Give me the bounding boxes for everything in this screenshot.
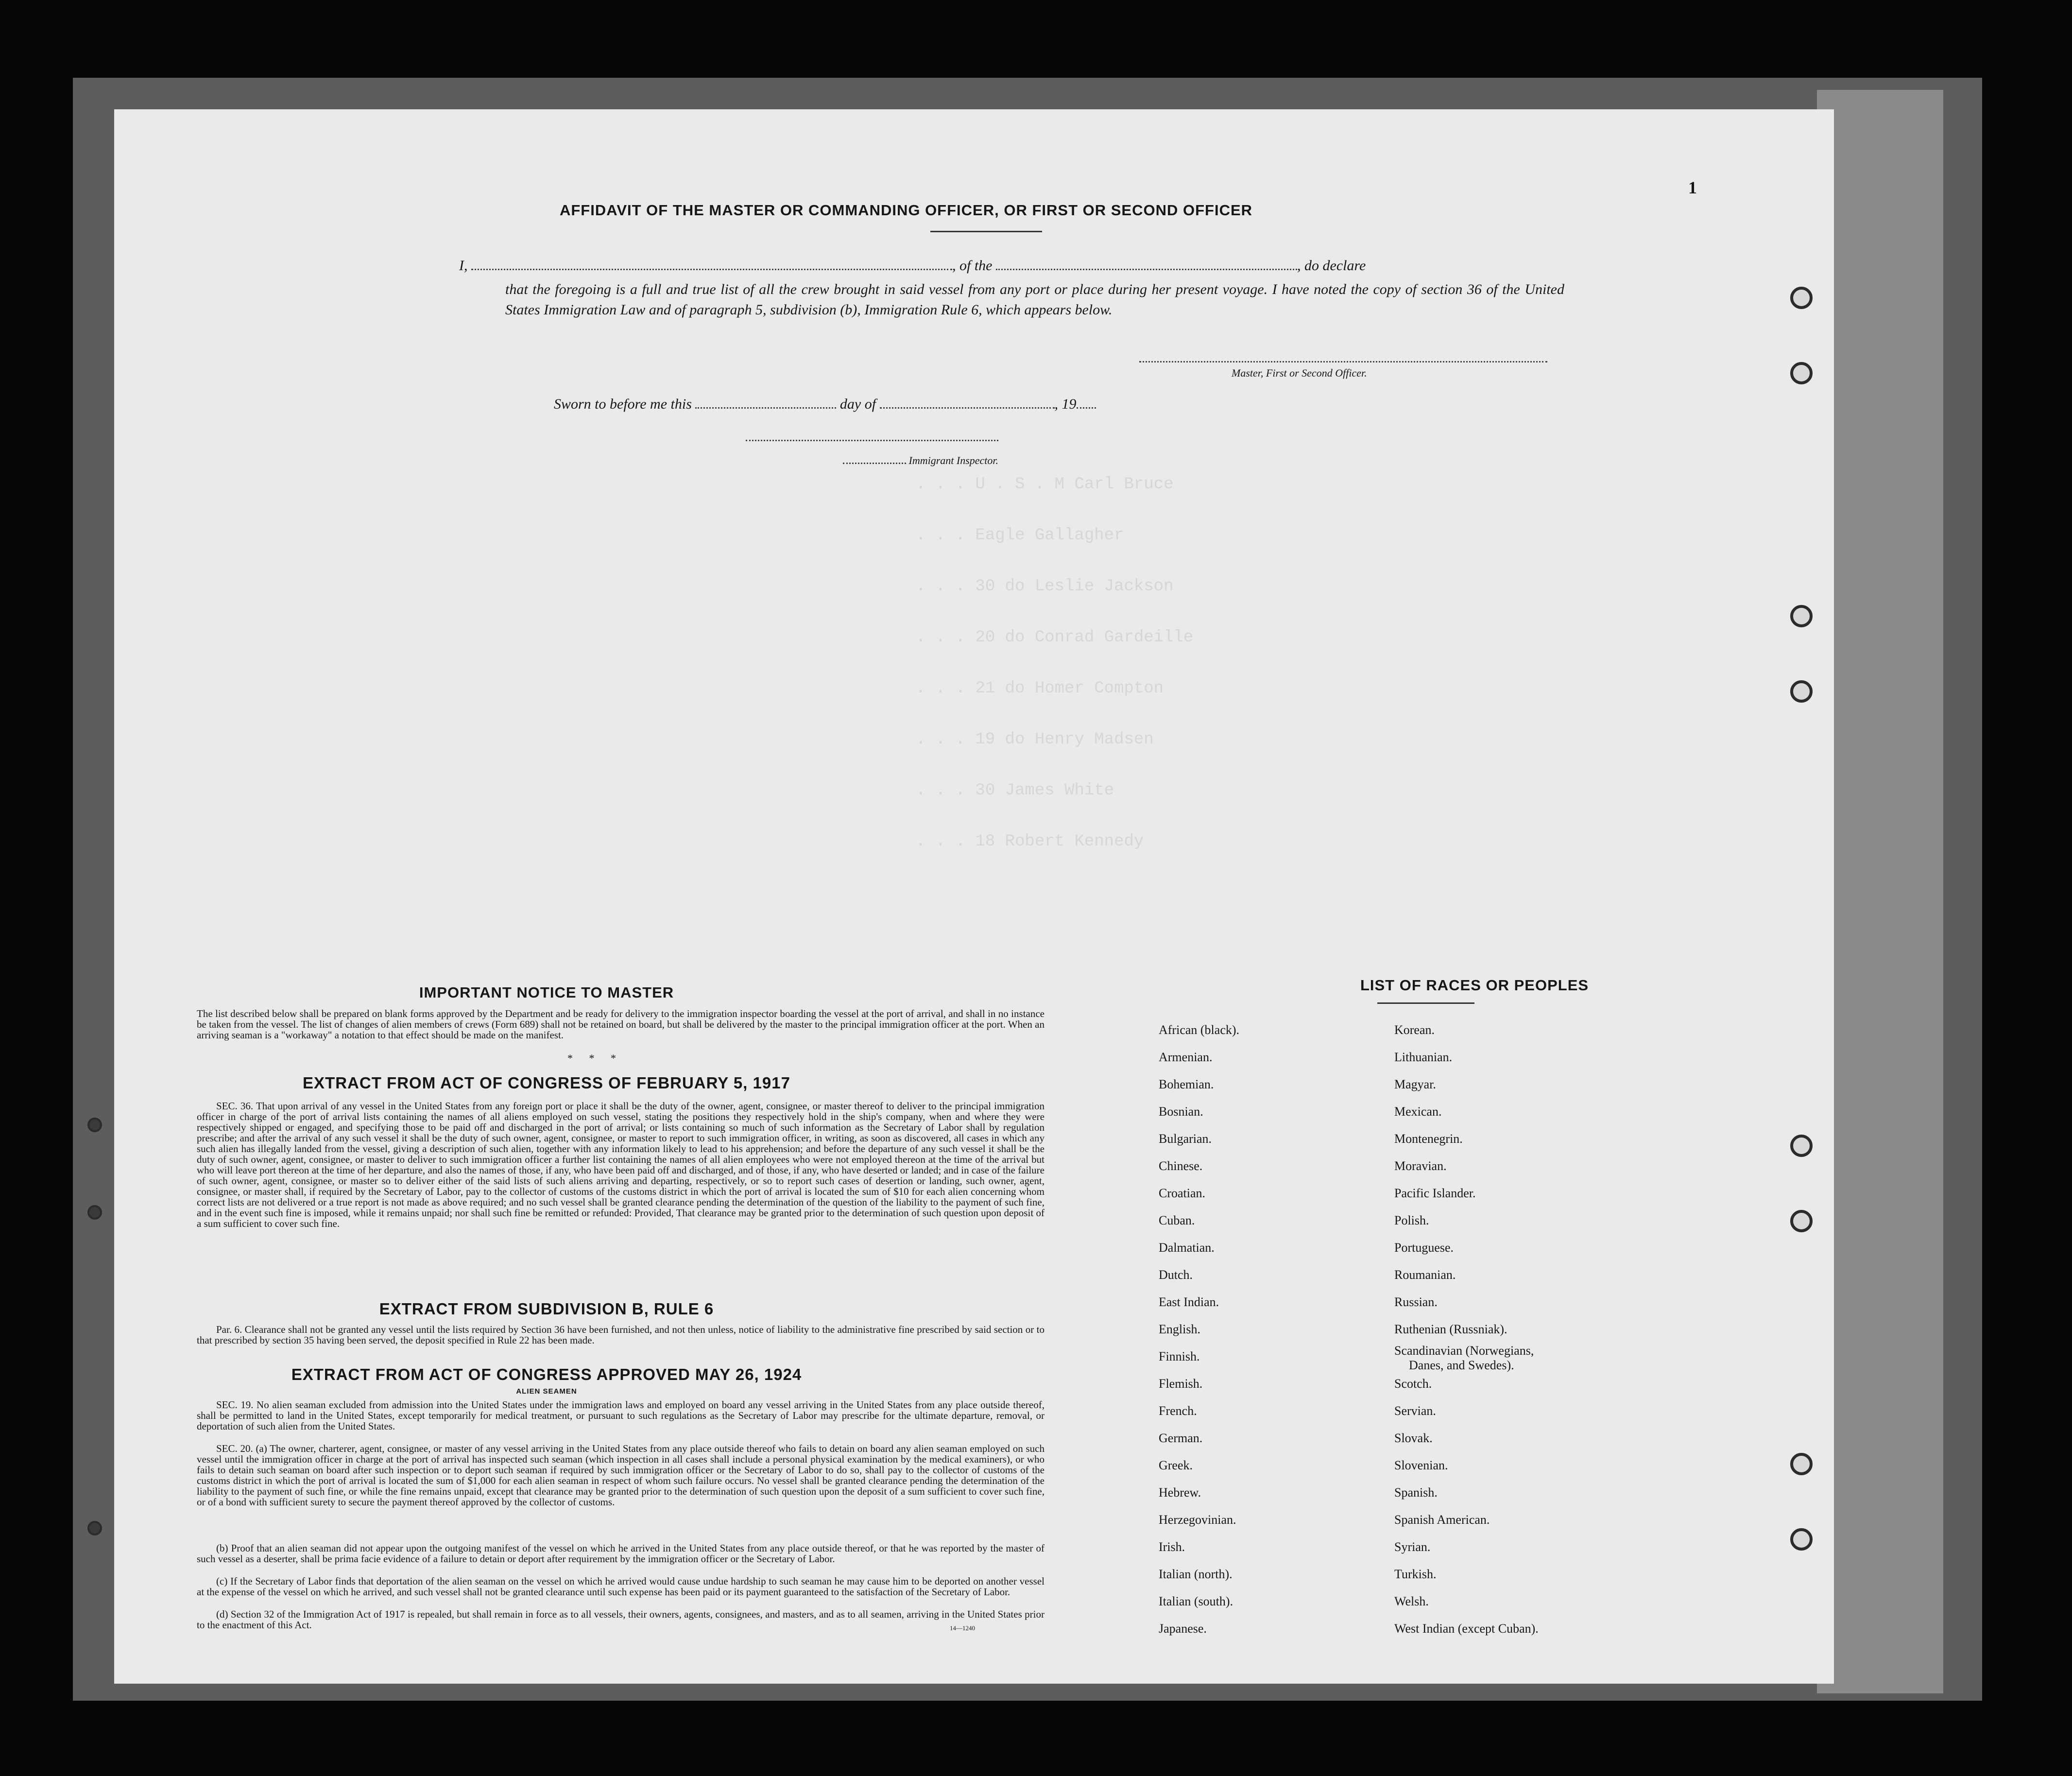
affidavit-title: AFFIDAVIT OF THE MASTER OR COMMANDING OFFICER, OR FIRST OR SECOND OFFICER	[559, 202, 1253, 219]
race-item: Herzegovinian.	[1159, 1513, 1236, 1527]
extract-1924-sec19: SEC. 19. No alien seaman excluded from admission into the United States under the immigration laws and employed on board any vessel arriving in the United States from any place outside thereof, shall be permitted to land in the United States, except temporarily for medical treatment, or pursuant to such regulations as the Secretary of Labor may prescribe for the ultimate departure, removal, or deportation of such alien from the United States.	[197, 1399, 1045, 1432]
form-number: 14—1240	[950, 1624, 975, 1632]
race-item: Lithuanian.	[1394, 1050, 1453, 1064]
race-item: Chinese.	[1159, 1159, 1203, 1173]
notice-title: IMPORTANT NOTICE TO MASTER	[419, 984, 674, 1001]
race-item: Cuban.	[1159, 1213, 1195, 1227]
race-item: Croatian.	[1159, 1186, 1206, 1200]
race-item: Italian (south).	[1159, 1594, 1233, 1608]
race-item: French.	[1159, 1404, 1197, 1418]
inspector-label-text: Immigrant Inspector.	[908, 454, 999, 466]
race-item: Roumanian.	[1394, 1268, 1456, 1282]
race-item: Armenian.	[1159, 1050, 1213, 1064]
race-item: Portuguese.	[1394, 1241, 1454, 1255]
race-item: West Indian (except Cuban).	[1394, 1621, 1539, 1636]
vessel-name-field[interactable]	[996, 269, 1297, 270]
race-item: Hebrew.	[1159, 1485, 1201, 1500]
binder-hole	[1790, 1528, 1813, 1551]
race-item: Welsh.	[1394, 1594, 1429, 1608]
race-item: Korean.	[1394, 1023, 1435, 1037]
year-field[interactable]	[1077, 407, 1096, 409]
race-item: Polish.	[1394, 1213, 1429, 1227]
left-margin-hole	[87, 1205, 102, 1220]
race-item: Italian (north).	[1159, 1567, 1233, 1581]
extract-1924-sec20a: SEC. 20. (a) The owner, charterer, agent, consignee, or master of any vessel arriving in the United States from any place outside thereof who fails to detain on board any alien seaman employed on such vessel until the immigration officer in charge at the port of arrival has inspected such seaman (which inspection in all cases shall include a personal physical examination by the medical examiners), or who fails to detain such seaman on board after such inspection or to deport such seaman if required by such immigration officer or the Secretary of Labor to do so, shall pay to the collector of customs of the customs district in which the port of arrival is located the sum of $1,000 for each alien seaman in respect of whom such failure occurs. No vessel shall be granted clearance pending the determination of the liability to the payment of such fine, or while the fine remains unpaid, except that clearance may be granted prior to the determination of such question upon the deposit of a sum sufficient to cover such fine, or of a bond with sufficient surety to secure the payment thereof approved by the collector of customs.	[197, 1443, 1045, 1508]
declare-i: I,	[459, 258, 468, 274]
race-item: Magyar.	[1394, 1077, 1436, 1091]
race-item: Syrian.	[1394, 1540, 1431, 1554]
binder-hole	[1790, 605, 1813, 627]
binder-hole	[1790, 1453, 1813, 1475]
race-item: Japanese.	[1159, 1621, 1207, 1636]
race-item: Servian.	[1394, 1404, 1436, 1418]
extract-1917-title: EXTRACT FROM ACT OF CONGRESS OF FEBRUARY 5, 1917	[303, 1074, 790, 1092]
extract-rule6-title: EXTRACT FROM SUBDIVISION B, RULE 6	[379, 1300, 714, 1318]
day-of-label: day of	[839, 396, 876, 412]
year-label: , 19	[1054, 396, 1077, 412]
extract-1924-sec20c: (c) If the Secretary of Labor finds that deportation of the alien seaman on the vessel on which he arrived would cause undue hardship to such seaman he may cause him to be deported on another vessel at the expense of the vessel on which he arrived, and such vessel shall not be granted clearance until such expense has been paid or its payment guaranteed to the satisfaction of the Secretary of Labor.	[197, 1575, 1045, 1598]
month-field[interactable]	[880, 407, 1055, 409]
signature-label: Master, First or Second Officer.	[1232, 367, 1367, 379]
race-item: Pacific Islander.	[1394, 1186, 1476, 1200]
race-item: Dutch.	[1159, 1268, 1193, 1282]
declare-end: , do declare	[1297, 258, 1366, 274]
day-field[interactable]	[695, 407, 836, 409]
declaration-line	[459, 258, 1366, 274]
race-item: East Indian.	[1159, 1295, 1219, 1309]
declare-of: , of the	[952, 258, 993, 274]
extract-1924-sec20d: (d) Section 32 of the Immigration Act of 1917 is repealed, but shall remain in force as to all vessels, their owners, agents, consignees, and masters, and as to all seamen, arriving in the United States prior to the enactment of this Act.	[197, 1608, 1045, 1631]
race-item: Danes, and Swedes).	[1409, 1358, 1514, 1372]
left-margin-hole	[87, 1521, 102, 1535]
race-item: Bohemian.	[1159, 1077, 1214, 1091]
race-item: Scotch.	[1394, 1377, 1432, 1391]
race-item: African (black).	[1159, 1023, 1240, 1037]
race-item: Spanish American.	[1394, 1513, 1490, 1527]
race-item: Mexican.	[1394, 1104, 1442, 1119]
race-item: Moravian.	[1394, 1159, 1447, 1173]
binder-hole	[1790, 287, 1813, 309]
page-number-mark: 1	[1688, 178, 1697, 197]
race-item: Spanish.	[1394, 1485, 1438, 1500]
extract-1924-title: EXTRACT FROM ACT OF CONGRESS APPROVED MAY 26, 1924	[291, 1365, 802, 1383]
race-item: Irish.	[1159, 1540, 1185, 1554]
declarant-name-field[interactable]	[471, 269, 952, 270]
race-item: Bulgarian.	[1159, 1132, 1212, 1146]
sworn-line	[554, 396, 1096, 413]
binder-hole	[1790, 362, 1813, 384]
race-item: Slovak.	[1394, 1431, 1433, 1445]
extract-1924-subtitle: ALIEN SEAMEN	[516, 1387, 577, 1396]
extract-1924-sec20b: (b) Proof that an alien seaman did not appear upon the outgoing manifest of the vessel on which he arrived in the United States from any place outside thereof, or that he was reported by the master of such vessel as a deserter, shall be prima facie evidence of a failure to detain or deport after requirement by the immigration officer or the Secretary of Labor.	[197, 1542, 1045, 1565]
extract-rule6-text: Par. 6. Clearance shall not be granted any vessel until the lists required by Section 36 have been furnished, and not then unless, notice of liability to the administrative fine prescribed by said section or to that prescribed by section 35 having been served, the deposit specified in Rule 22 has been made.	[197, 1324, 1045, 1346]
race-item: Slovenian.	[1394, 1458, 1448, 1472]
form-page	[114, 109, 1834, 1684]
binder-hole	[1790, 1210, 1813, 1232]
race-item: Ruthenian (Russniak).	[1394, 1322, 1507, 1336]
title-underline	[930, 231, 1042, 232]
extract-1917-text: SEC. 36. That upon arrival of any vessel in the United States from any foreign port or place it shall be the duty of the owner, agent, consignee, or master thereof to deliver to the principal immigration officer in charge of the port of arrival lists containing the names of all aliens employed on such vessel, stating the positions they respectively hold in the ship's company, when and where they were respectively shipped or engaged, and specifying those to be paid off and discharged in the port of arrival; or lists containing so much of such information as the Secretary of Labor shall by regulation prescribe; and after the arrival of any such vessel it shall be the duty of such owner, agent, consignee, or master to report to such immigration officer, in writing, as soon as discovered, all cases in which any such alien has illegally landed from the vessel, giving a description of such alien, together with any information likely to lead to his apprehension; and before the departure of any such vessel it shall be the duty of such owner, agent, consignee, or master to deliver to such immigration officer a further list containing the names of all alien employees who were not employed thereon at the time of the arrival but who will leave port thereon at the time of her departure, and also the names of those, if any, who have been paid off and discharged, and of those, if any, who have deserted or landed; and in case of the failure of such owner, agent, consignee, or master so to deliver either of the said lists of such aliens arriving and departing, respectively, or so to report such cases of desertion or landing, such owner, agent, consignee, or master shall, if required by the Secretary of Labor, pay to the collector of customs of the customs district in which the port of arrival is located the sum of $10 for each alien concerning whom correct lists are not delivered or a true report is not made as above required; and no such vessel shall be granted clearance pending the determination of the question of the liability to the payment of such fine, and in the event such fine is imposed, while it remains unpaid; nor shall such fine be remitted or refunded: Provided, That clearance may be granted prior to the determination of such question upon deposit of a sum sufficient to cover such fine.	[197, 1100, 1045, 1229]
race-item: Scandinavian (Norwegians,	[1394, 1344, 1534, 1358]
binder-hole	[1790, 1135, 1813, 1157]
back-sheet-edge	[1817, 90, 1943, 1693]
race-item: Dalmatian.	[1159, 1241, 1215, 1255]
inspector-signature-line[interactable]	[746, 440, 998, 441]
inspector-label	[843, 454, 998, 467]
bleed-through: . . . U . S . M Carl Bruce . . . Eagle Gallagher . . . 30 do Leslie Jackson . . . 20 do Conrad Gardeille . . . 21 do Homer Compton . . . 19 do Henry Madsen . . . 30 James White . . . 18 Robert Kennedy	[916, 475, 1194, 851]
race-item: Bosnian.	[1159, 1104, 1203, 1119]
race-item: Russian.	[1394, 1295, 1438, 1309]
signature-line[interactable]	[1139, 361, 1547, 362]
sworn-label: Sworn to before me this	[554, 396, 692, 412]
race-item: German.	[1159, 1431, 1203, 1445]
binder-hole	[1790, 680, 1813, 703]
race-item: Greek.	[1159, 1458, 1193, 1472]
notice-text: The list described below shall be prepared on blank forms approved by the Department and be ready for delivery to the immigration inspector boarding the vessel at the port of arrival, and shall in no instance be taken from the vessel. The list of changes of alien members of crews (Form 689) shall not be retained on board, but shall be delivered by the master to the principal immigration officer at the port. When an arriving seaman is a "workaway" a notation to that effect should be made on the manifest.	[197, 1008, 1045, 1041]
inspector-lead-dots	[843, 463, 906, 464]
race-item: Flemish.	[1159, 1377, 1203, 1391]
races-title: LIST OF RACES OR PEOPLES	[1360, 977, 1589, 994]
notice-separator: * * *	[567, 1052, 623, 1064]
race-item: Finnish.	[1159, 1349, 1200, 1363]
race-item: Turkish.	[1394, 1567, 1437, 1581]
race-item: Montenegrin.	[1394, 1132, 1463, 1146]
declaration-statement: that the foregoing is a full and true list of all the crew brought in said vessel from any port or place during her present voyage. I have noted the copy of section 36 of the United States Immigration Law and of paragraph 5, subdivision (b), Immigration Rule 6, which appears below.	[505, 281, 1564, 318]
race-item: English.	[1159, 1322, 1200, 1336]
left-margin-hole	[87, 1118, 102, 1132]
races-title-underline	[1377, 1002, 1474, 1004]
